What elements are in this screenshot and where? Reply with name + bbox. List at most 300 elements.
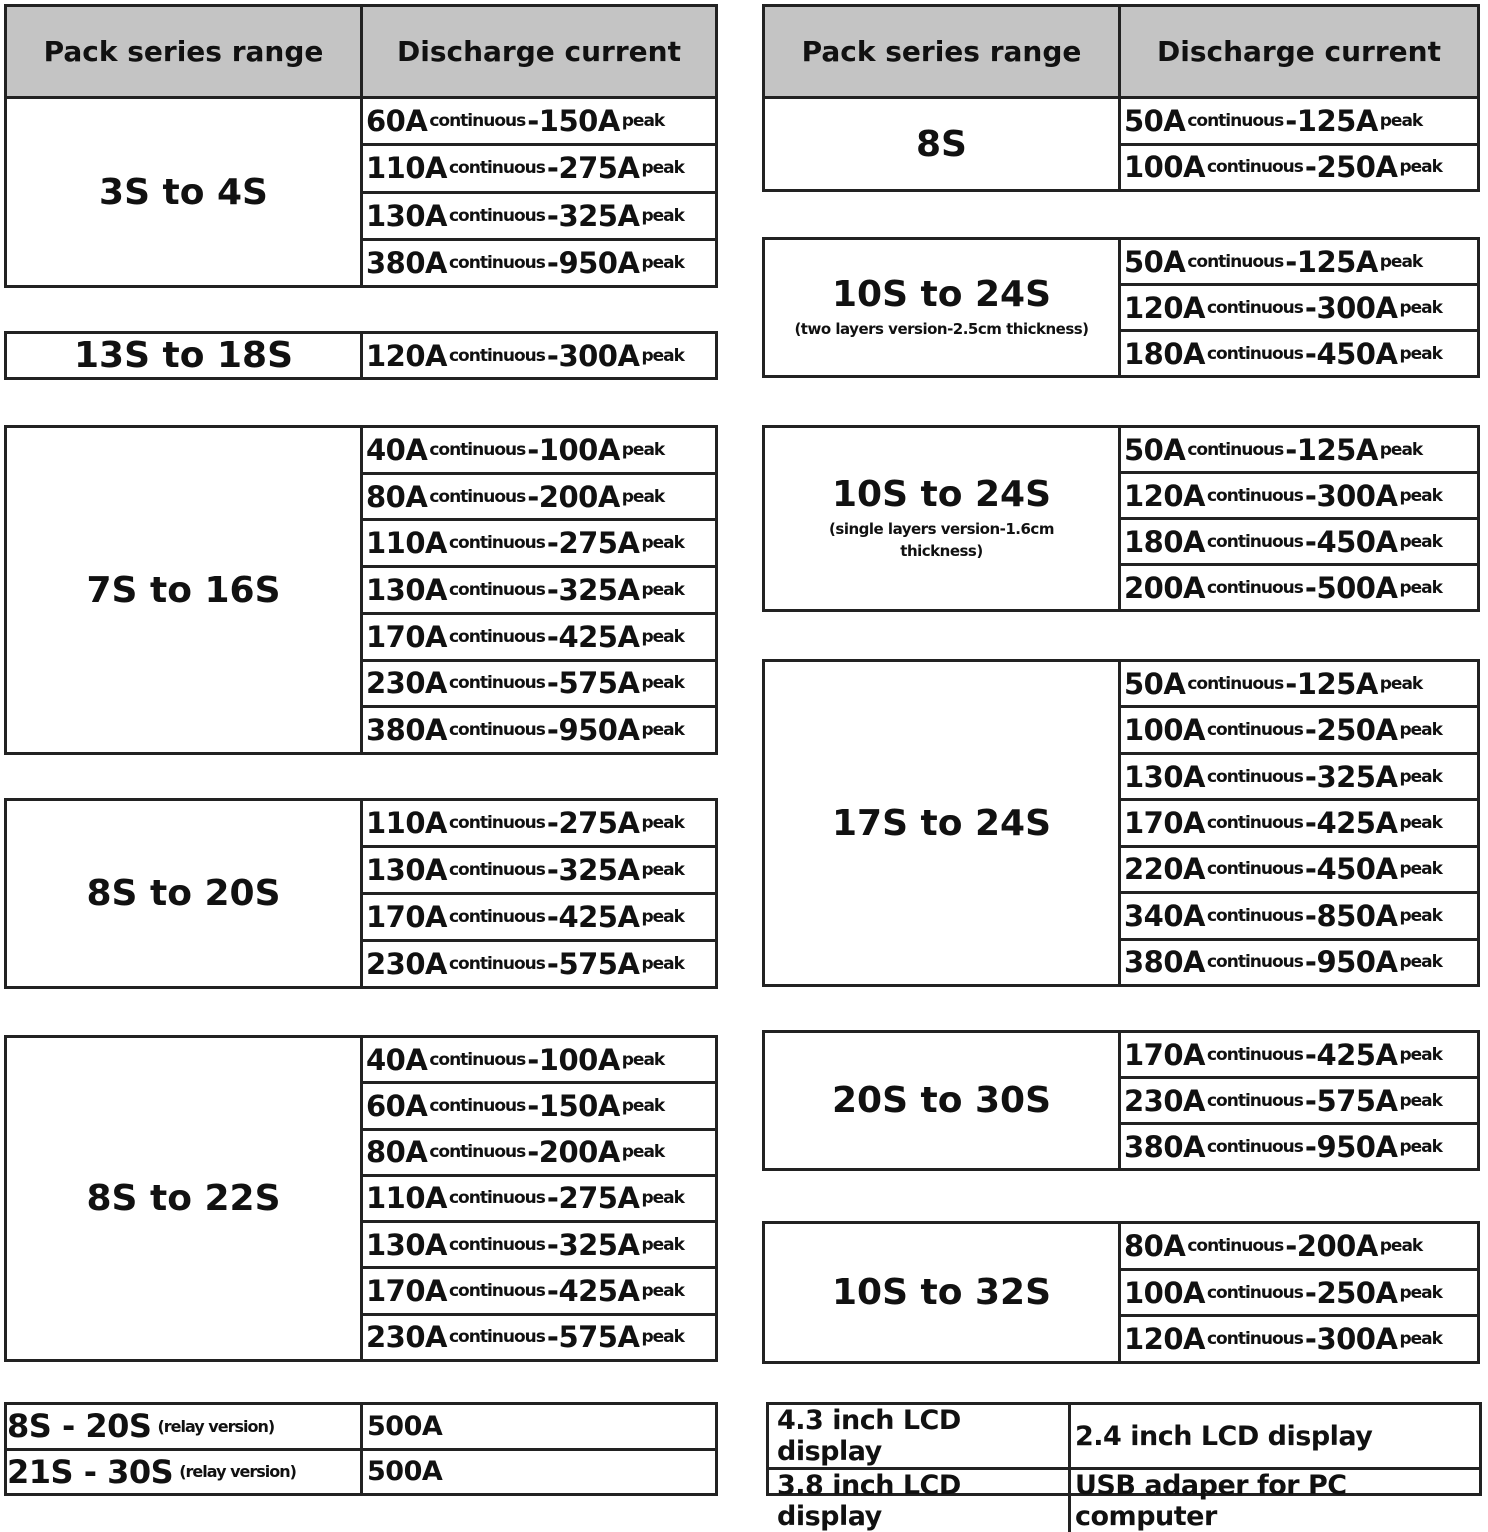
current-list — [363, 1038, 715, 1359]
continuous-label: continuous — [1206, 1282, 1303, 1303]
peak-label: peak — [1399, 720, 1442, 741]
separator: - — [1304, 852, 1317, 887]
accessory-usb-adapter: USB adaper for PC computer — [1075, 1470, 1347, 1532]
peak-current: 150A — [538, 1088, 620, 1123]
peak-label: peak — [641, 954, 684, 974]
peak-label: peak — [641, 1188, 684, 1209]
peak-label: peak — [641, 673, 684, 694]
continuous-label: continuous — [1187, 110, 1284, 131]
current-list — [1121, 1033, 1477, 1168]
separator: - — [1304, 524, 1317, 559]
peak-label: peak — [1399, 343, 1442, 364]
separator: - — [546, 245, 559, 280]
relay-row — [7, 1451, 715, 1494]
discharge-row — [1121, 471, 1477, 517]
continuous-current: 180A — [1124, 336, 1205, 371]
separator: - — [546, 806, 559, 840]
range-label: 10S to 32S — [831, 1272, 1052, 1313]
separator: - — [546, 713, 559, 748]
peak-label: peak — [1399, 157, 1442, 178]
peak-label: peak — [1399, 859, 1442, 880]
continuous-label: continuous — [1206, 1136, 1303, 1157]
continuous-label: continuous — [448, 720, 545, 741]
discharge-row — [1121, 1268, 1477, 1315]
separator: - — [527, 1088, 539, 1123]
continuous-current: 110A — [366, 526, 447, 561]
separator: - — [527, 1042, 539, 1077]
peak-label: peak — [621, 439, 665, 460]
separator: - — [1304, 898, 1317, 933]
peak-label: peak — [641, 813, 684, 833]
group-body — [7, 99, 715, 285]
header-discharge-current: Discharge current — [1157, 35, 1441, 68]
left-table-8s-20s — [4, 798, 718, 989]
discharge-row — [1121, 99, 1477, 143]
separator: - — [1304, 570, 1317, 605]
range-cell — [7, 334, 363, 377]
continuous-label: continuous — [1206, 577, 1303, 598]
continuous-label: continuous — [429, 1142, 526, 1163]
continuous-label: continuous — [1206, 343, 1303, 364]
continuous-label: continuous — [1206, 531, 1303, 552]
continuous-current: 60A — [366, 104, 428, 139]
separator: - — [546, 338, 559, 373]
peak-current: 850A — [1316, 898, 1398, 933]
peak-label: peak — [1399, 577, 1442, 598]
peak-current: 425A — [558, 619, 640, 654]
peak-current: 575A — [558, 666, 640, 701]
peak-current: 300A — [1316, 290, 1398, 325]
separator: - — [1304, 1322, 1317, 1357]
peak-label: peak — [1399, 531, 1442, 552]
range-label: 8S — [916, 123, 967, 165]
peak-current: 325A — [558, 853, 640, 887]
peak-current: 325A — [558, 198, 640, 233]
relay-range-cell — [7, 1451, 363, 1494]
range-label: 7S to 16S — [86, 569, 281, 611]
range-note: (two layers version-2.5cm thickness) — [794, 320, 1089, 339]
continuous-label: continuous — [1206, 485, 1303, 506]
left-table-7s-16s — [4, 425, 718, 755]
group-body — [765, 99, 1477, 189]
continuous-current: 170A — [1124, 1037, 1205, 1072]
current-list — [1121, 99, 1477, 189]
discharge-row — [1121, 143, 1477, 190]
current-list — [363, 428, 715, 752]
separator: - — [546, 198, 559, 233]
left-table-8s-22s — [4, 1035, 718, 1362]
peak-label: peak — [1379, 1235, 1423, 1256]
right-table-17s-24s — [762, 659, 1480, 987]
separator: - — [546, 573, 559, 608]
separator: - — [1304, 150, 1317, 185]
continuous-current: 230A — [366, 1320, 447, 1355]
continuous-label: continuous — [1187, 1235, 1284, 1256]
peak-label: peak — [1399, 297, 1442, 318]
peak-current: 125A — [1296, 244, 1378, 279]
discharge-row — [363, 99, 715, 143]
discharge-row — [1121, 662, 1477, 705]
continuous-current: 110A — [366, 151, 447, 186]
continuous-label: continuous — [448, 345, 545, 366]
accessories-table — [766, 1402, 1482, 1532]
peak-current: 325A — [558, 573, 640, 608]
continuous-label: continuous — [448, 907, 545, 927]
continuous-current: 120A — [366, 338, 447, 373]
peak-current: 275A — [558, 526, 640, 561]
peak-current: 200A — [1296, 1228, 1378, 1263]
discharge-row — [363, 143, 715, 190]
discharge-row — [363, 238, 715, 285]
discharge-row — [1121, 938, 1477, 984]
continuous-label: continuous — [1206, 720, 1303, 741]
continuous-label: continuous — [448, 860, 545, 880]
continuous-current: 220A — [1124, 852, 1205, 887]
continuous-current: 380A — [1124, 945, 1205, 980]
separator: - — [1285, 244, 1297, 279]
range-cell — [765, 1033, 1121, 1168]
discharge-row — [363, 1038, 715, 1081]
continuous-current: 130A — [366, 573, 447, 608]
range-cell — [7, 428, 363, 752]
discharge-row — [363, 939, 715, 986]
range-label: 8S to 22S — [86, 1178, 281, 1219]
continuous-label: continuous — [1206, 297, 1303, 318]
continuous-label: continuous — [1206, 905, 1303, 926]
discharge-row — [363, 472, 715, 519]
discharge-row — [363, 518, 715, 565]
discharge-row — [363, 845, 715, 892]
right-table-10s-32s — [762, 1221, 1480, 1364]
discharge-row — [1121, 240, 1477, 283]
separator: - — [546, 900, 559, 934]
separator: - — [1304, 1129, 1317, 1164]
separator: - — [546, 151, 559, 186]
continuous-current: 50A — [1124, 103, 1186, 138]
continuous-current: 50A — [1124, 244, 1186, 279]
range-note: (single layers version-1.6cm thickness) — [829, 520, 1054, 560]
accessory-4-3-lcd: 4.3 inch LCD display — [769, 1405, 1071, 1467]
peak-label: peak — [1379, 673, 1423, 694]
peak-current: 450A — [1316, 524, 1398, 559]
peak-current: 950A — [1316, 945, 1398, 980]
peak-label: peak — [1379, 439, 1423, 460]
separator: - — [1304, 805, 1317, 840]
header-pack-series-range: Pack series range — [765, 7, 1121, 96]
relay-table — [4, 1402, 718, 1496]
separator: - — [1285, 103, 1297, 138]
continuous-current: 50A — [1124, 666, 1186, 701]
continuous-label: continuous — [448, 205, 545, 226]
peak-label: peak — [641, 205, 684, 226]
separator: - — [1285, 1228, 1297, 1263]
continuous-label: continuous — [448, 158, 545, 179]
continuous-current: 100A — [1124, 150, 1205, 185]
continuous-label: continuous — [429, 1095, 526, 1116]
discharge-row — [1121, 1224, 1477, 1268]
range-cell — [7, 801, 363, 986]
discharge-row — [363, 428, 715, 472]
peak-label: peak — [1399, 1136, 1442, 1157]
continuous-current: 100A — [1124, 713, 1205, 748]
discharge-row — [363, 1081, 715, 1127]
right-table-20s-30s — [762, 1030, 1480, 1171]
relay-range: 8S - 20S — [7, 1407, 152, 1446]
discharge-row — [1121, 705, 1477, 751]
continuous-label: continuous — [1187, 251, 1284, 272]
peak-current: 575A — [1316, 1083, 1398, 1118]
discharge-row — [363, 1128, 715, 1174]
peak-label: peak — [621, 1049, 665, 1070]
peak-current: 150A — [538, 104, 620, 139]
continuous-current: 230A — [366, 947, 447, 981]
separator: - — [546, 666, 559, 701]
peak-current: 250A — [1316, 713, 1398, 748]
separator: - — [527, 479, 539, 514]
continuous-label: continuous — [1187, 673, 1284, 694]
discharge-row — [363, 565, 715, 612]
peak-label: peak — [641, 720, 684, 741]
discharge-row — [363, 1220, 715, 1266]
current-list — [1121, 240, 1477, 375]
continuous-label: continuous — [448, 252, 545, 273]
separator: - — [1304, 336, 1317, 371]
continuous-current: 130A — [366, 853, 447, 887]
continuous-current: 80A — [366, 479, 428, 514]
peak-label: peak — [1379, 110, 1423, 131]
separator: - — [546, 526, 559, 561]
continuous-label: continuous — [429, 486, 526, 507]
discharge-row — [1121, 845, 1477, 891]
discharge-row — [363, 334, 715, 377]
discharge-row — [363, 1266, 715, 1312]
peak-label: peak — [641, 252, 684, 273]
continuous-label: continuous — [1206, 1090, 1303, 1111]
peak-current: 275A — [558, 1181, 640, 1216]
relay-row — [7, 1405, 715, 1451]
range-label: 20S to 30S — [831, 1080, 1052, 1121]
right-table-8s — [762, 4, 1480, 192]
left-table-13s-18s — [4, 331, 718, 380]
peak-current: 950A — [1316, 1129, 1398, 1164]
continuous-label: continuous — [448, 1327, 545, 1348]
peak-current: 200A — [538, 1135, 620, 1170]
peak-current: 125A — [1296, 103, 1378, 138]
peak-label: peak — [621, 1142, 665, 1163]
discharge-row — [363, 612, 715, 659]
peak-current: 250A — [1316, 1275, 1398, 1310]
relay-range-cell — [7, 1405, 363, 1448]
peak-current: 950A — [558, 713, 640, 748]
peak-current: 200A — [538, 479, 620, 514]
range-cell — [765, 662, 1121, 984]
current-list — [363, 99, 715, 285]
separator: - — [1304, 759, 1317, 794]
continuous-label: continuous — [1206, 1044, 1303, 1065]
peak-label: peak — [621, 486, 665, 507]
continuous-current: 80A — [366, 1135, 428, 1170]
separator: - — [546, 1320, 559, 1355]
peak-label: peak — [641, 1327, 684, 1348]
range-label: 17S to 24S — [831, 802, 1052, 844]
continuous-label: continuous — [448, 580, 545, 601]
peak-current: 950A — [558, 245, 640, 280]
range-cell — [765, 428, 1121, 609]
peak-label: peak — [621, 111, 665, 132]
peak-current: 250A — [1316, 150, 1398, 185]
continuous-current: 170A — [366, 1274, 447, 1309]
peak-label: peak — [1399, 1044, 1442, 1065]
peak-current: 125A — [1296, 666, 1378, 701]
separator: - — [1304, 478, 1317, 513]
discharge-row — [1121, 329, 1477, 375]
peak-current: 300A — [1316, 1322, 1398, 1357]
peak-label: peak — [1399, 1282, 1442, 1303]
peak-current: 425A — [558, 1274, 640, 1309]
continuous-label: continuous — [429, 1049, 526, 1070]
continuous-label: continuous — [448, 626, 545, 647]
range-label: 10S to 24S — [831, 474, 1052, 516]
relay-value: 500A — [367, 1456, 443, 1488]
discharge-row — [1121, 752, 1477, 798]
continuous-current: 50A — [1124, 432, 1186, 467]
separator: - — [546, 1227, 559, 1262]
range-cell — [7, 1038, 363, 1359]
peak-label: peak — [1399, 766, 1442, 787]
continuous-current: 80A — [1124, 1228, 1186, 1263]
header-pack-series-range: Pack series range — [7, 7, 363, 96]
range-label: 8S to 20S — [86, 873, 281, 914]
continuous-label: continuous — [448, 673, 545, 694]
discharge-row — [1121, 891, 1477, 937]
continuous-label: continuous — [1206, 1329, 1303, 1350]
accessory-row — [769, 1470, 1479, 1532]
continuous-label: continuous — [448, 954, 545, 974]
continuous-current: 200A — [1124, 570, 1205, 605]
range-cell — [765, 1224, 1121, 1361]
discharge-row — [363, 801, 715, 845]
continuous-label: continuous — [429, 111, 526, 132]
continuous-label: continuous — [448, 533, 545, 554]
peak-label: peak — [1399, 1329, 1442, 1350]
accessory-2-4-lcd: 2.4 inch LCD display — [1075, 1420, 1373, 1452]
peak-label: peak — [1379, 251, 1423, 272]
range-label: 3S to 4S — [99, 171, 268, 213]
continuous-label: continuous — [1187, 439, 1284, 460]
range-cell — [765, 240, 1121, 375]
separator: - — [1304, 945, 1317, 980]
peak-label: peak — [641, 345, 684, 366]
discharge-row — [363, 659, 715, 706]
continuous-label: continuous — [448, 1281, 545, 1302]
continuous-label: continuous — [1206, 766, 1303, 787]
continuous-current: 130A — [1124, 759, 1205, 794]
continuous-label: continuous — [1206, 859, 1303, 880]
peak-current: 500A — [1316, 570, 1398, 605]
peak-label: peak — [1399, 1090, 1442, 1111]
continuous-current: 60A — [366, 1088, 428, 1123]
range-cell — [765, 99, 1121, 189]
continuous-current: 100A — [1124, 1275, 1205, 1310]
current-list — [1121, 428, 1477, 609]
continuous-current: 110A — [366, 1181, 447, 1216]
current-list — [1121, 1224, 1477, 1361]
peak-current: 100A — [538, 432, 620, 467]
peak-current: 450A — [1316, 852, 1398, 887]
peak-current: 125A — [1296, 432, 1378, 467]
continuous-label: continuous — [1206, 952, 1303, 973]
separator: - — [527, 432, 539, 467]
continuous-label: continuous — [448, 813, 545, 833]
discharge-row — [1121, 1076, 1477, 1122]
continuous-current: 380A — [1124, 1129, 1205, 1164]
peak-current: 300A — [1316, 478, 1398, 513]
continuous-current: 130A — [366, 198, 447, 233]
separator: - — [1304, 713, 1317, 748]
current-list — [363, 801, 715, 986]
peak-label: peak — [1399, 952, 1442, 973]
separator: - — [1304, 1275, 1317, 1310]
discharge-row — [1121, 428, 1477, 471]
continuous-current: 40A — [366, 1042, 428, 1077]
separator: - — [1304, 290, 1317, 325]
continuous-label: continuous — [1206, 812, 1303, 833]
discharge-row — [363, 1313, 715, 1359]
peak-label: peak — [641, 860, 684, 880]
discharge-row — [1121, 563, 1477, 609]
separator: - — [546, 1181, 559, 1216]
separator: - — [1304, 1083, 1317, 1118]
peak-current: 275A — [558, 806, 640, 840]
table-header — [765, 7, 1477, 99]
separator: - — [546, 1274, 559, 1309]
discharge-row — [1121, 1122, 1477, 1168]
discharge-row — [1121, 517, 1477, 563]
discharge-row — [363, 191, 715, 238]
continuous-current: 40A — [366, 432, 428, 467]
right-table-10s-24s-two-layer — [762, 237, 1480, 378]
peak-current: 325A — [558, 1227, 640, 1262]
peak-label: peak — [1399, 485, 1442, 506]
separator: - — [546, 619, 559, 654]
continuous-current: 110A — [366, 806, 447, 840]
continuous-current: 380A — [366, 713, 447, 748]
peak-label: peak — [641, 158, 684, 179]
table-header — [7, 7, 715, 99]
peak-current: 450A — [1316, 336, 1398, 371]
discharge-row — [1121, 798, 1477, 844]
accessory-3-8-lcd: 3.8 inch LCD display — [769, 1470, 1071, 1532]
peak-label: peak — [641, 580, 684, 601]
peak-label: peak — [1399, 905, 1442, 926]
discharge-row — [363, 892, 715, 939]
relay-note: (relay version) — [179, 1462, 296, 1482]
continuous-current: 340A — [1124, 898, 1205, 933]
accessory-row — [769, 1405, 1479, 1470]
continuous-current: 180A — [1124, 524, 1205, 559]
relay-note: (relay version) — [157, 1416, 275, 1436]
peak-label: peak — [641, 907, 684, 927]
separator: - — [546, 853, 559, 887]
separator: - — [527, 1135, 539, 1170]
separator: - — [1285, 666, 1297, 701]
peak-current: 575A — [558, 947, 640, 981]
peak-label: peak — [641, 1281, 684, 1302]
range-cell — [7, 99, 363, 285]
discharge-row — [363, 705, 715, 752]
peak-current: 275A — [558, 151, 640, 186]
continuous-label: continuous — [1206, 157, 1303, 178]
